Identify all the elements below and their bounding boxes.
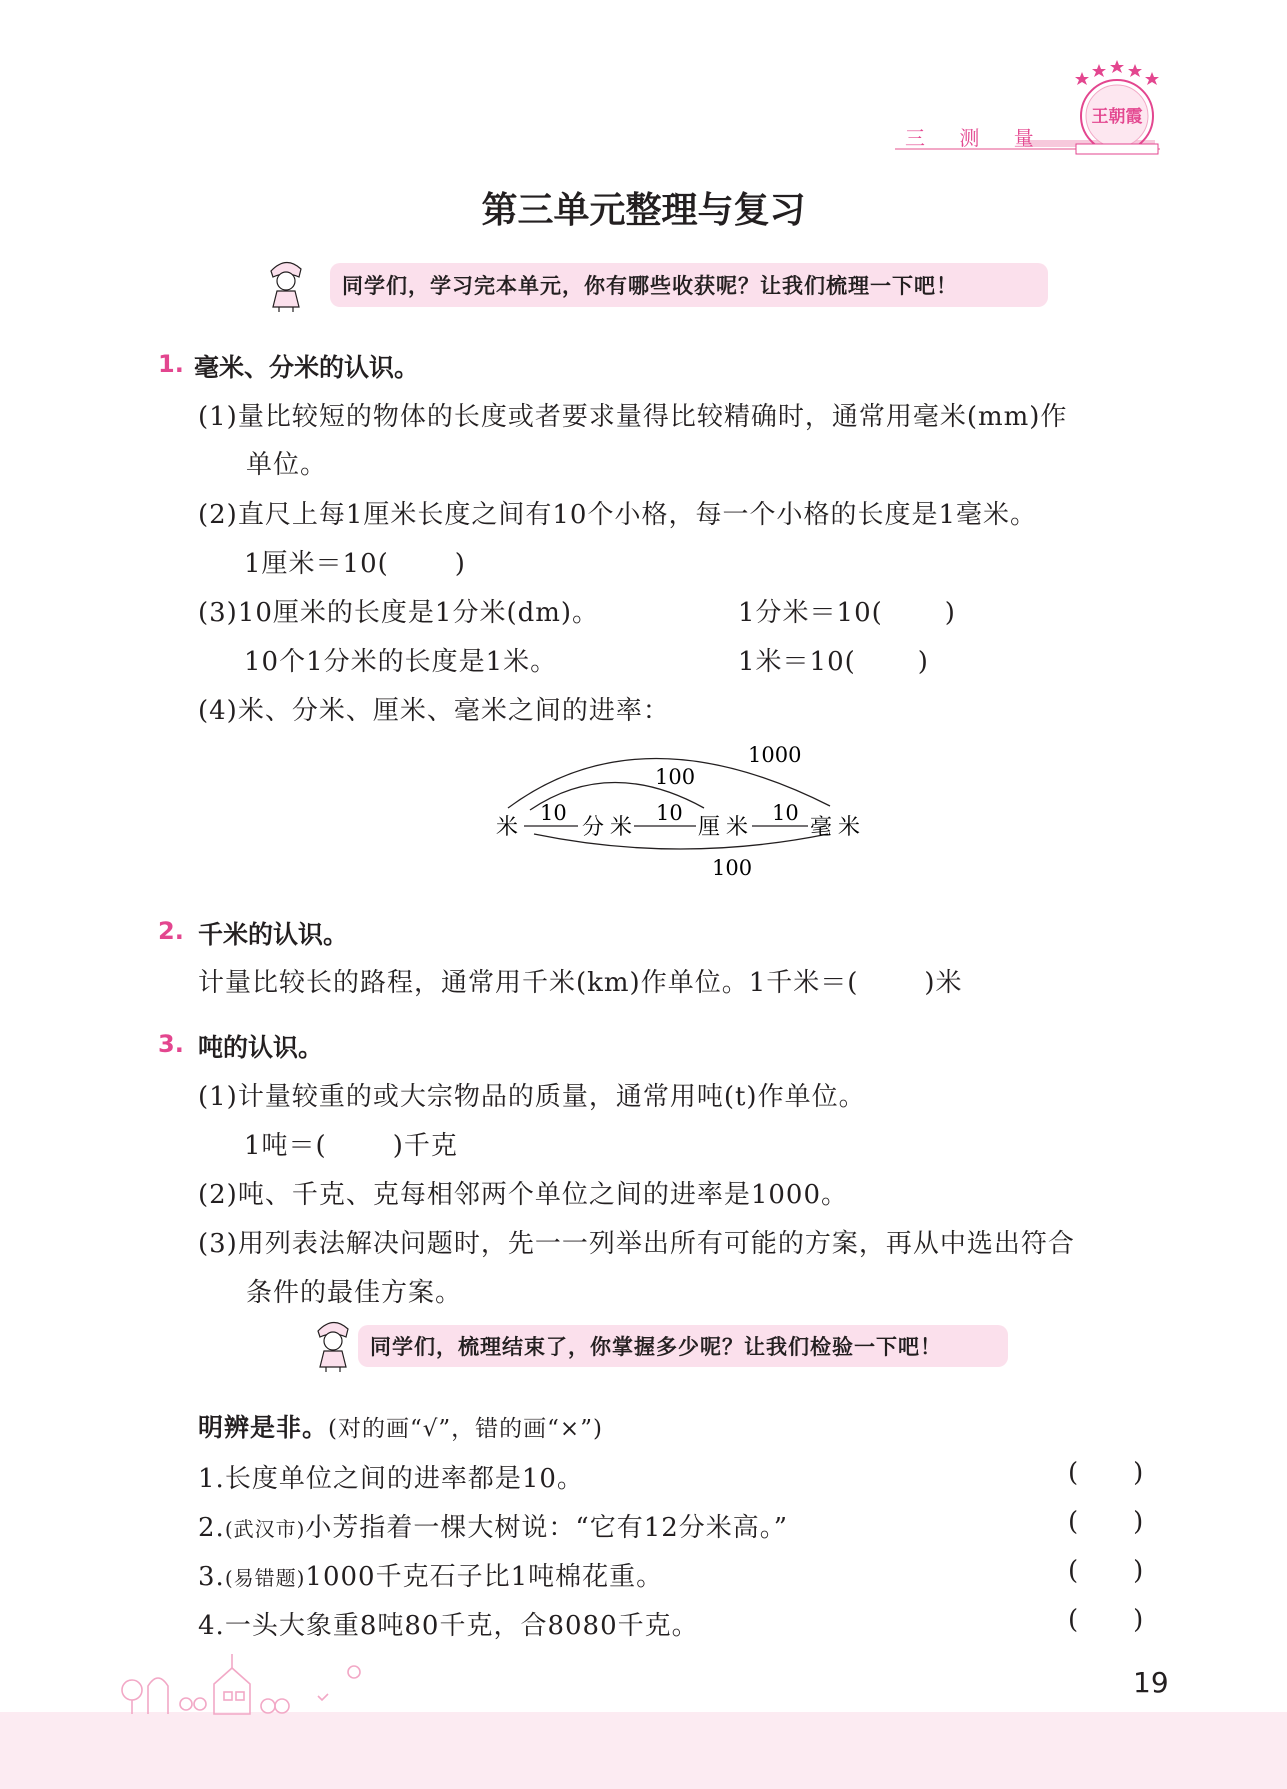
section-1-para-4: (4)米、分米、厘米、毫米之间的进率： bbox=[198, 696, 670, 726]
unit-dm: 分米 bbox=[582, 815, 639, 840]
arc-dm-to-mm bbox=[534, 834, 828, 849]
section-1-para-1b: 单位。 bbox=[246, 450, 328, 480]
intro-speech-bubble: 同学们，学习完本单元，你有哪些收获呢？让我们梳理一下吧！ bbox=[330, 263, 1048, 307]
paren-open: ( bbox=[1068, 1556, 1080, 1586]
svg-text:王朝霞: 王朝霞 bbox=[1091, 107, 1143, 127]
section-1-para-2a: (2)直尺上每1厘米长度之间有10个小格，每一个小格的长度是1毫米。 bbox=[198, 500, 1037, 530]
section-3-para-2: (2)吨、千克、克每相邻两个单位之间的进率是1000。 bbox=[198, 1180, 848, 1210]
page-number: 19 bbox=[1133, 1666, 1169, 1699]
section-3-fill-t bbox=[244, 1125, 458, 1162]
fill-m-suffix: ) bbox=[917, 647, 929, 677]
quiz-item-text: 一头大象重8吨80千克，合8080千克。 bbox=[224, 1611, 699, 1641]
fill-t-prefix: 1吨＝( bbox=[244, 1131, 327, 1161]
section-2-suffix: )米 bbox=[924, 968, 963, 998]
quiz-item-number: 1. bbox=[198, 1464, 225, 1494]
section-1-title: 毫米、分米的认识。 bbox=[194, 353, 420, 382]
quiz-item-number: 3. bbox=[198, 1562, 225, 1592]
unit-rate-diagram bbox=[490, 738, 870, 888]
fill-m-prefix: 1米＝10( bbox=[738, 647, 856, 677]
paren-close: ) bbox=[1133, 1507, 1145, 1537]
quiz-item bbox=[198, 1507, 788, 1544]
unit-label: 三 测 量 bbox=[905, 126, 1048, 150]
section-3-para-3a: (3)用列表法解决问题时，先一一列举出所有可能的方案，再从中选出符合 bbox=[198, 1229, 1075, 1259]
quiz-answer-box[interactable] bbox=[1068, 1556, 1144, 1586]
unit-mm: 毫米 bbox=[810, 815, 867, 840]
quiz-item-text: 小芳指着一棵大树说：“它有12分米高。” bbox=[305, 1513, 789, 1543]
page-title: 第三单元整理与复习 bbox=[481, 190, 806, 231]
quiz-item bbox=[198, 1605, 699, 1642]
section-1-para-3a: (3)10厘米的长度是1分米(dm)。 bbox=[198, 598, 600, 628]
footer-band bbox=[0, 1712, 1287, 1789]
unit-m: 米 bbox=[496, 815, 525, 840]
check-speech-bubble: 同学们，梳理结束了，你掌握多少呢？让我们检验一下吧！ bbox=[358, 1325, 1008, 1367]
fill-dm-suffix: ) bbox=[944, 598, 956, 628]
rate-m-dm: 10 bbox=[540, 801, 567, 825]
quiz-answer-box[interactable] bbox=[1068, 1507, 1144, 1537]
fill-cm-prefix: 1厘米＝10( bbox=[244, 549, 389, 579]
quiz-answer-box[interactable] bbox=[1068, 1458, 1144, 1488]
section-3-para-1: (1)计量较重的或大宗物品的质量，通常用吨(t)作单位。 bbox=[198, 1082, 866, 1112]
paren-close: ) bbox=[1133, 1458, 1145, 1488]
paren-close: ) bbox=[1133, 1605, 1145, 1635]
section-3-number: 3. bbox=[158, 1030, 184, 1058]
quiz-item bbox=[198, 1458, 584, 1495]
quiz-item-number: 2. bbox=[198, 1513, 225, 1543]
cartoon-girl-icon bbox=[263, 255, 309, 313]
section-1-number: 1. bbox=[158, 350, 184, 378]
rate-m-mm: 1000 bbox=[748, 743, 802, 767]
quiz-item-text: 1000千克石子比1吨棉花重。 bbox=[305, 1562, 664, 1592]
quiz-item-tag: (易错题) bbox=[224, 1566, 306, 1590]
fill-dm-prefix: 1分米＝10( bbox=[738, 598, 883, 628]
quiz-item-text: 长度单位之间的进率都是10。 bbox=[224, 1464, 584, 1494]
rate-m-cm: 100 bbox=[655, 765, 696, 789]
rate-cm-mm: 10 bbox=[772, 801, 799, 825]
paren-open: ( bbox=[1068, 1507, 1080, 1537]
section-1-fill-cm bbox=[244, 543, 466, 580]
section-1-para-3b: 10个1分米的长度是1米。 bbox=[244, 647, 558, 677]
paren-close: ) bbox=[1133, 1556, 1145, 1586]
cartoon-girl-icon bbox=[310, 1315, 356, 1373]
quiz-instruction: (对的画“√”，错的画“×”) bbox=[328, 1416, 603, 1442]
section-3-title: 吨的认识。 bbox=[198, 1033, 324, 1062]
quiz-title: 明辨是非。 bbox=[198, 1413, 329, 1442]
fill-cm-suffix: ) bbox=[454, 549, 466, 579]
quiz-heading bbox=[198, 1408, 603, 1444]
quiz-item bbox=[198, 1556, 663, 1593]
rate-dm-mm: 100 bbox=[712, 856, 753, 880]
fill-t-suffix: )千克 bbox=[392, 1131, 458, 1161]
section-2-para bbox=[198, 962, 963, 999]
section-1-fill-m bbox=[738, 641, 929, 678]
section-2-text: 计量比较长的路程，通常用千米(km)作单位。1千米＝( bbox=[198, 968, 859, 998]
section-2-title: 千米的认识。 bbox=[198, 920, 349, 949]
section-1-para-1a: (1)量比较短的物体的长度或者要求量得比较精确时，通常用毫米(mm)作 bbox=[198, 402, 1068, 432]
quiz-item-number: 4. bbox=[198, 1611, 225, 1641]
section-1-fill-dm bbox=[738, 592, 956, 629]
house-tree-decoration-icon bbox=[118, 1648, 378, 1718]
rate-dm-cm: 10 bbox=[656, 801, 683, 825]
section-2-number: 2. bbox=[158, 917, 184, 945]
section-3-para-3b: 条件的最佳方案。 bbox=[246, 1278, 463, 1308]
paren-open: ( bbox=[1068, 1458, 1080, 1488]
quiz-item-tag: (武汉市) bbox=[224, 1517, 306, 1541]
brand-logo-icon bbox=[1062, 58, 1172, 158]
quiz-answer-box[interactable] bbox=[1068, 1605, 1144, 1635]
paren-open: ( bbox=[1068, 1605, 1080, 1635]
unit-cm: 厘米 bbox=[698, 815, 755, 840]
